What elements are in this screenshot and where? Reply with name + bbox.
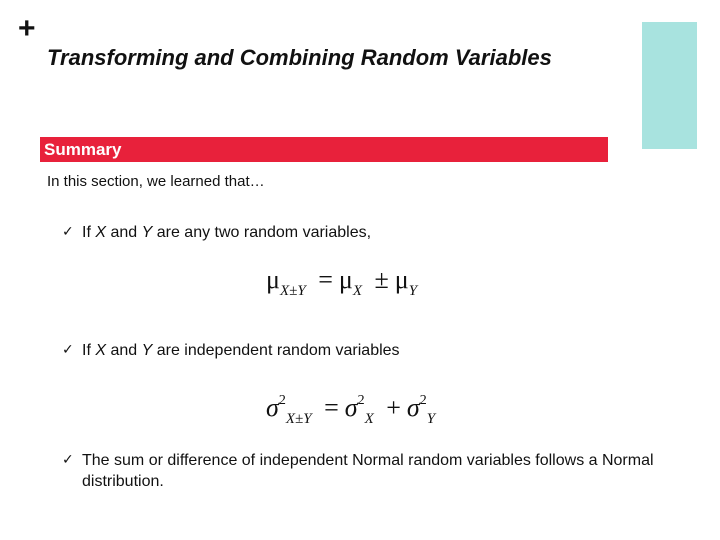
summary-label: Summary <box>44 140 122 159</box>
checkmark-icon: ✓ <box>62 452 74 468</box>
plus-icon: + <box>18 12 36 45</box>
bullet-text: If X and Y are independent random variables <box>82 342 400 359</box>
corner-accent-block <box>642 22 697 149</box>
variance-formula: $\sigma^2_{X\pm Y} = \sigma^2_X + \sigma^2_Y$ <box>266 393 436 427</box>
checkmark-icon: ✓ <box>62 224 74 240</box>
summary-banner <box>40 137 608 162</box>
slide-title: Transforming and Combining Random Variables <box>47 45 552 70</box>
bullet-text: If X and Y are any two random variables, <box>82 224 372 241</box>
intro-text: In this section, we learned that… <box>47 173 265 190</box>
checkmark-icon: ✓ <box>62 342 74 358</box>
mean-formula: $\mu_{X\pm Y} = \mu_X \pm \mu_Y$ <box>266 265 418 299</box>
bullet-text: The sum or difference of independent Normal random variables follows a Normal distribution. <box>82 452 654 490</box>
